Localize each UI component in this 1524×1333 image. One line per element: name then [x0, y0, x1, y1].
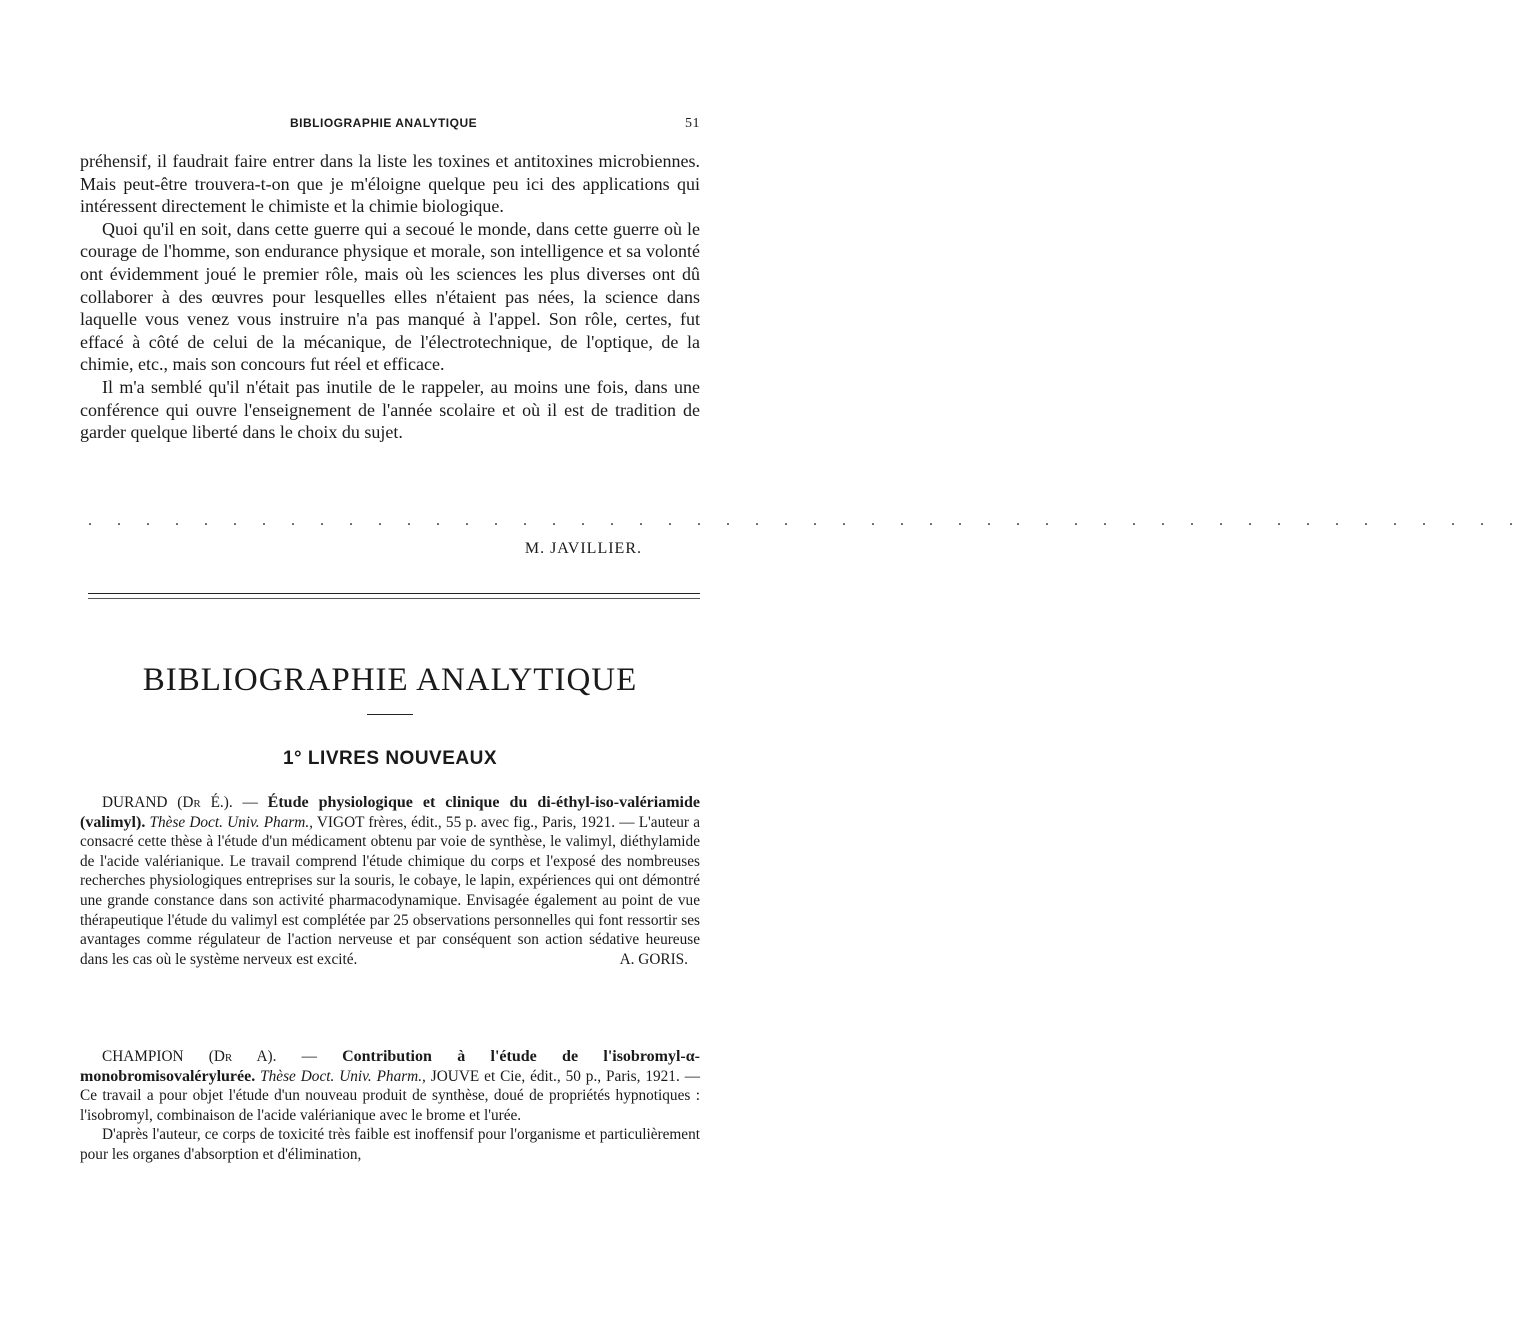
review-body-continued: D'après l'auteur, ce corps de toxicité très faible est inoffensif pour l'organisme et particulièrement pour les organes d'absorption et d'élimination, [80, 1126, 700, 1163]
review-dash: — [232, 794, 268, 811]
running-header-title: BIBLIOGRAPHIE ANALYTIQUE [290, 116, 478, 130]
review-title: Étude physiologique et clinique du di-éthyl-iso-valériamide (valimyl). [80, 794, 700, 831]
paragraph: Il m'a semblé qu'il n'était pas inutile de le rappeler, au moins une fois, dans une conférence qui ouvre l'enseignement de l'année scolaire et où il est de tradition de garder quelque liberté dans le choix du sujet. [80, 376, 700, 443]
review-dash: — [276, 1048, 343, 1065]
review-entry [80, 1047, 700, 1165]
review-body: — L'auteur a consacré cette thèse à l'étude d'un médicament obtenu par voie de synthèse, le valimyl, diéthylamide de l'acide valérianique. Le travail comprend l'étude chimique du corps et l'exposé des nombreuses recherches physiologiques entreprises sur la souris, le cobaye, le lapin, expériences qui ont démontré une grande constance dans son activité pharmacodynamique. Envisagée également au point de vue thérapeutique l'étude du valimyl est complétée par 25 observations personnelles qui font ressortir ses avantages comme régulateur de l'action nerveuse et par conséquent son action sédative heureuse dans les cas où le système nerveux est excité. [80, 813, 700, 968]
essay-text [80, 150, 700, 444]
divider [88, 593, 700, 594]
review-entry [80, 793, 700, 969]
signature: M. JAVILLIER. [524, 540, 642, 557]
page-number: 51 [685, 116, 700, 131]
review-body: — Ce travail a pour objet l'étude d'un nouveau produit de synthèse, doué de propriétés hypnotiques : l'isobromyl, combinaison de l'acide valérianique avec le brome et l'urée. [80, 1067, 700, 1124]
dotted-separator: . . . . . . . . . . . . . . . . . . . . . . . . . . . . . . . . . . . . . . . . . . . . . . . . . . [88, 512, 1524, 529]
review-author: CHAMPION (Dr A). [102, 1048, 277, 1065]
title-underline [367, 714, 413, 715]
section-title: BIBLIOGRAPHIE ANALYTIQUE [142, 662, 638, 698]
running-header [80, 116, 700, 138]
review-thesis: Thèse Doct. Univ. Pharm., [145, 813, 313, 831]
reviewer: A. GORIS. [619, 950, 688, 968]
review-title: Contribution à l'étude de l'isobromyl-α-monobromisovalérylurée. [80, 1048, 700, 1085]
divider [88, 598, 700, 599]
review-publisher: VIGOT frères, édit., 55 p. avec fig., Paris, 1921. [312, 813, 616, 831]
paragraph: Quoi qu'il en soit, dans cette guerre qui a secoué le monde, dans cette guerre où le courage de l'homme, son endurance physique et morale, son intelligence et sa volonté ont évidemment joué le premier rôle, mais où les sciences les plus diverses ont dû collaborer à des œuvres pour lesquelles elles n'étaient pas nées, la science dans laquelle vous venez vous instruire n'a pas manqué à l'appel. Son rôle, certes, fut effacé à côté de celui de la mécanique, de l'électrotechnique, de l'optique, de la chimie, etc., mais son concours fut réel et efficace. [80, 218, 700, 375]
review-author: DURAND (Dr É.). [102, 794, 233, 811]
paragraph: préhensif, il faudrait faire entrer dans la liste les toxines et antitoxines microbiennes. Mais peut-être trouvera-t-on que je m'éloigne quelque peu ici des applications qui intéressent directement le chimiste et la chimie biologique. [80, 151, 700, 217]
review-thesis: Thèse Doct. Univ. Pharm., [255, 1067, 426, 1085]
review-publisher: JOUVE et Cie, édit., 50 p., Paris, 1921. [425, 1067, 680, 1085]
subsection-title: 1° LIVRES NOUVEAUX [282, 748, 498, 769]
